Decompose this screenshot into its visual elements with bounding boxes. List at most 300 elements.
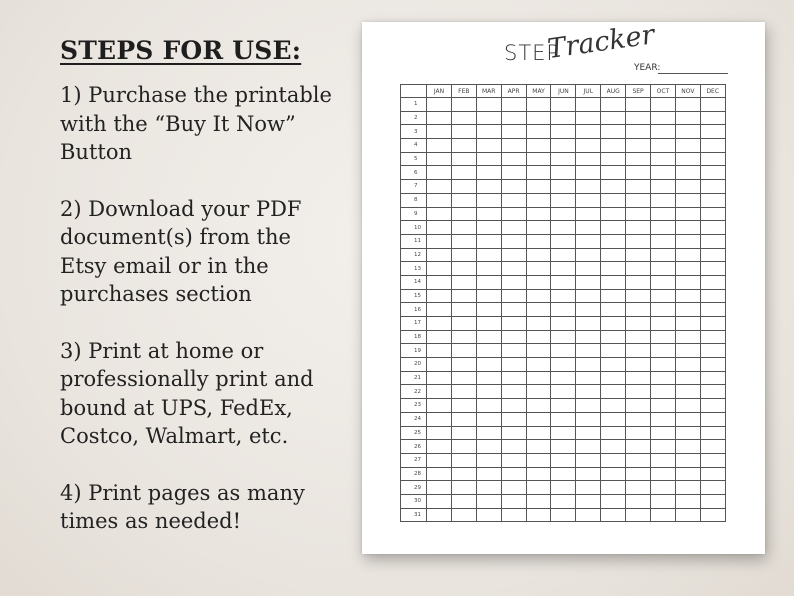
- step-entry-cell: [700, 371, 725, 385]
- table-row: [401, 152, 726, 166]
- step-entry-cell: [601, 98, 626, 112]
- step-entry-cell: [601, 262, 626, 276]
- day-label: 25: [401, 426, 427, 440]
- step-entry-cell: [427, 193, 452, 207]
- step-entry-cell: [476, 344, 501, 358]
- step-entry-cell: [551, 248, 576, 262]
- step-entry-cell: [451, 207, 476, 221]
- step-entry-cell: [427, 412, 452, 426]
- step-entry-cell: [501, 207, 526, 221]
- step-entry-cell: [501, 98, 526, 112]
- step-entry-cell: [476, 248, 501, 262]
- step-entry-cell: [675, 248, 700, 262]
- day-label: 21: [401, 371, 427, 385]
- step-entry-cell: [700, 207, 725, 221]
- step-entry-cell: [501, 111, 526, 125]
- day-label: 11: [401, 234, 427, 248]
- step-entry-cell: [675, 207, 700, 221]
- step-entry-cell: [601, 221, 626, 235]
- step-entry-cell: [551, 330, 576, 344]
- step-entry-cell: [601, 371, 626, 385]
- table-row: [401, 453, 726, 467]
- step-entry-cell: [576, 193, 601, 207]
- step-entry-cell: [501, 426, 526, 440]
- day-label: 30: [401, 494, 427, 508]
- step-entry-cell: [651, 494, 676, 508]
- table-row: [401, 125, 726, 139]
- step-entry-cell: [576, 426, 601, 440]
- step-entry-cell: [451, 111, 476, 125]
- step-entry-cell: [501, 399, 526, 413]
- step-entry-cell: [651, 412, 676, 426]
- step-entry-cell: [551, 221, 576, 235]
- step-entry-cell: [626, 385, 651, 399]
- step-entry-cell: [427, 426, 452, 440]
- table-row: [401, 358, 726, 372]
- step-entry-cell: [427, 317, 452, 331]
- step-entry-cell: [651, 193, 676, 207]
- step-entry-cell: [576, 275, 601, 289]
- step-entry-cell: [626, 399, 651, 413]
- step-entry-cell: [601, 330, 626, 344]
- table-row: [401, 234, 726, 248]
- month-header-sep: SEP: [626, 85, 651, 98]
- step-entry-cell: [626, 139, 651, 153]
- step-entry-cell: [626, 275, 651, 289]
- day-label: 27: [401, 453, 427, 467]
- step-entry-cell: [626, 467, 651, 481]
- step-3: 3) Print at home or professionally print and bound at UPS, FedEx, Costco, Walmart, etc.: [60, 338, 314, 448]
- corner-cell: [401, 85, 427, 98]
- step-entry-cell: [651, 262, 676, 276]
- month-header-apr: APR: [501, 85, 526, 98]
- step-entry-cell: [700, 344, 725, 358]
- step-entry-cell: [551, 385, 576, 399]
- step-entry-cell: [501, 275, 526, 289]
- step-entry-cell: [451, 385, 476, 399]
- step-entry-cell: [501, 412, 526, 426]
- step-entry-cell: [427, 453, 452, 467]
- step-entry-cell: [526, 262, 551, 276]
- step-entry-cell: [451, 289, 476, 303]
- step-entry-cell: [451, 330, 476, 344]
- step-entry-cell: [576, 98, 601, 112]
- step-entry-cell: [551, 371, 576, 385]
- step-entry-cell: [501, 494, 526, 508]
- step-entry-cell: [700, 166, 725, 180]
- step-entry-cell: [427, 289, 452, 303]
- step-entry-cell: [526, 193, 551, 207]
- step-entry-cell: [626, 453, 651, 467]
- step-entry-cell: [451, 221, 476, 235]
- step-entry-cell: [576, 412, 601, 426]
- table-row: [401, 467, 726, 481]
- step-entry-cell: [551, 494, 576, 508]
- step-entry-cell: [576, 344, 601, 358]
- step-entry-cell: [651, 344, 676, 358]
- table-row: [401, 221, 726, 235]
- step-entry-cell: [700, 248, 725, 262]
- step-entry-cell: [526, 385, 551, 399]
- step-entry-cell: [675, 275, 700, 289]
- step-entry-cell: [601, 275, 626, 289]
- step-entry-cell: [476, 303, 501, 317]
- step-entry-cell: [551, 399, 576, 413]
- step-entry-cell: [651, 481, 676, 495]
- table-row: [401, 139, 726, 153]
- step-entry-cell: [501, 467, 526, 481]
- step-entry-cell: [651, 426, 676, 440]
- step-entry-cell: [451, 139, 476, 153]
- step-entry-cell: [501, 481, 526, 495]
- step-entry-cell: [651, 166, 676, 180]
- step-entry-cell: [526, 440, 551, 454]
- month-header-jan: JAN: [427, 85, 452, 98]
- table-row: [401, 317, 726, 331]
- step-entry-cell: [451, 125, 476, 139]
- step-entry-cell: [476, 166, 501, 180]
- step-entry-cell: [576, 453, 601, 467]
- step-entry-cell: [501, 385, 526, 399]
- step-entry-cell: [501, 289, 526, 303]
- step-entry-cell: [700, 440, 725, 454]
- step-entry-cell: [675, 494, 700, 508]
- step-entry-cell: [651, 330, 676, 344]
- step-entry-cell: [601, 453, 626, 467]
- step-entry-cell: [651, 248, 676, 262]
- day-label: 24: [401, 412, 427, 426]
- table-row: [401, 303, 726, 317]
- step-entry-cell: [476, 494, 501, 508]
- step-entry-cell: [651, 440, 676, 454]
- step-entry-cell: [626, 358, 651, 372]
- step-entry-cell: [651, 467, 676, 481]
- step-entry-cell: [526, 330, 551, 344]
- step-entry-cell: [601, 180, 626, 194]
- step-entry-cell: [526, 481, 551, 495]
- step-entry-cell: [427, 275, 452, 289]
- step-entry-cell: [601, 508, 626, 522]
- step-entry-cell: [476, 221, 501, 235]
- step-entry-cell: [427, 303, 452, 317]
- step-entry-cell: [675, 98, 700, 112]
- step-entry-cell: [476, 412, 501, 426]
- day-label: 18: [401, 330, 427, 344]
- step-entry-cell: [675, 125, 700, 139]
- step-entry-cell: [501, 330, 526, 344]
- step-entry-cell: [651, 371, 676, 385]
- step-entry-cell: [427, 180, 452, 194]
- step-entry-cell: [651, 125, 676, 139]
- step-entry-cell: [700, 481, 725, 495]
- step-entry-cell: [476, 125, 501, 139]
- step-entry-cell: [501, 166, 526, 180]
- step-entry-cell: [626, 166, 651, 180]
- step-entry-cell: [501, 180, 526, 194]
- step-entry-cell: [651, 207, 676, 221]
- step-entry-cell: [451, 467, 476, 481]
- step-entry-cell: [626, 426, 651, 440]
- day-label: 13: [401, 262, 427, 276]
- step-entry-cell: [700, 289, 725, 303]
- step-entry-cell: [675, 330, 700, 344]
- step-entry-cell: [501, 303, 526, 317]
- step-entry-cell: [576, 248, 601, 262]
- day-label: 10: [401, 221, 427, 235]
- step-entry-cell: [626, 412, 651, 426]
- step-entry-cell: [675, 358, 700, 372]
- step-entry-cell: [601, 234, 626, 248]
- step-entry-cell: [526, 125, 551, 139]
- step-entry-cell: [451, 412, 476, 426]
- step-entry-cell: [451, 399, 476, 413]
- day-label: 7: [401, 180, 427, 194]
- step-entry-cell: [476, 289, 501, 303]
- step-entry-cell: [700, 467, 725, 481]
- step-entry-cell: [626, 98, 651, 112]
- step-entry-cell: [675, 453, 700, 467]
- step-entry-cell: [526, 234, 551, 248]
- step-entry-cell: [601, 494, 626, 508]
- table-row: [401, 385, 726, 399]
- step-entry-cell: [551, 193, 576, 207]
- step-entry-cell: [675, 111, 700, 125]
- step-entry-cell: [626, 248, 651, 262]
- step-entry-cell: [526, 207, 551, 221]
- month-header-mar: MAR: [476, 85, 501, 98]
- title-step: STEP: [504, 41, 561, 65]
- step-entry-cell: [476, 98, 501, 112]
- step-entry-cell: [576, 330, 601, 344]
- step-entry-cell: [526, 508, 551, 522]
- step-entry-cell: [501, 152, 526, 166]
- step-entry-cell: [576, 371, 601, 385]
- step-entry-cell: [551, 289, 576, 303]
- step-entry-cell: [700, 358, 725, 372]
- step-entry-cell: [651, 508, 676, 522]
- step-entry-cell: [601, 303, 626, 317]
- day-label: 2: [401, 111, 427, 125]
- step-entry-cell: [526, 371, 551, 385]
- step-entry-cell: [451, 426, 476, 440]
- step-entry-cell: [700, 399, 725, 413]
- step-entry-cell: [476, 330, 501, 344]
- step-entry-cell: [651, 139, 676, 153]
- step-entry-cell: [427, 467, 452, 481]
- month-header-oct: OCT: [651, 85, 676, 98]
- step-entry-cell: [526, 139, 551, 153]
- tracker-grid: [400, 84, 726, 522]
- step-entry-cell: [476, 139, 501, 153]
- step-entry-cell: [476, 358, 501, 372]
- step-entry-cell: [675, 262, 700, 276]
- step-entry-cell: [700, 508, 725, 522]
- day-label: 6: [401, 166, 427, 180]
- step-entry-cell: [601, 358, 626, 372]
- step-entry-cell: [700, 221, 725, 235]
- step-entry-cell: [551, 508, 576, 522]
- step-entry-cell: [576, 440, 601, 454]
- step-entry-cell: [427, 371, 452, 385]
- step-entry-cell: [501, 139, 526, 153]
- step-entry-cell: [476, 399, 501, 413]
- step-entry-cell: [451, 180, 476, 194]
- step-entry-cell: [601, 481, 626, 495]
- step-entry-cell: [451, 440, 476, 454]
- step-entry-cell: [651, 152, 676, 166]
- step-entry-cell: [601, 426, 626, 440]
- step-entry-cell: [576, 317, 601, 331]
- step-entry-cell: [626, 317, 651, 331]
- step-entry-cell: [675, 371, 700, 385]
- step-2: 2) Download your PDF document(s) from the Etsy email or in the purchases section: [60, 196, 302, 306]
- table-row: [401, 166, 726, 180]
- step-entry-cell: [700, 152, 725, 166]
- step-entry-cell: [576, 152, 601, 166]
- step-entry-cell: [427, 98, 452, 112]
- month-header-feb: FEB: [451, 85, 476, 98]
- step-entry-cell: [700, 234, 725, 248]
- table-row: [401, 180, 726, 194]
- step-entry-cell: [601, 385, 626, 399]
- step-entry-cell: [576, 358, 601, 372]
- step-entry-cell: [601, 193, 626, 207]
- step-entry-cell: [626, 262, 651, 276]
- step-entry-cell: [427, 221, 452, 235]
- step-entry-cell: [526, 494, 551, 508]
- table-row: [401, 440, 726, 454]
- step-entry-cell: [501, 248, 526, 262]
- table-row: [401, 371, 726, 385]
- step-entry-cell: [601, 248, 626, 262]
- month-header-row: [401, 85, 726, 98]
- day-label: 8: [401, 193, 427, 207]
- step-entry-cell: [476, 317, 501, 331]
- step-entry-cell: [576, 234, 601, 248]
- step-entry-cell: [551, 440, 576, 454]
- step-entry-cell: [476, 207, 501, 221]
- step-entry-cell: [576, 125, 601, 139]
- step-entry-cell: [427, 440, 452, 454]
- step-entry-cell: [427, 234, 452, 248]
- step-entry-cell: [551, 412, 576, 426]
- instructions-panel: [60, 36, 340, 564]
- step-entry-cell: [476, 193, 501, 207]
- step-entry-cell: [675, 344, 700, 358]
- step-entry-cell: [501, 234, 526, 248]
- step-entry-cell: [651, 111, 676, 125]
- step-entry-cell: [651, 289, 676, 303]
- step-entry-cell: [427, 330, 452, 344]
- step-entry-cell: [601, 166, 626, 180]
- step-entry-cell: [526, 221, 551, 235]
- step-entry-cell: [526, 152, 551, 166]
- step-entry-cell: [427, 494, 452, 508]
- day-label: 22: [401, 385, 427, 399]
- step-entry-cell: [551, 139, 576, 153]
- step-entry-cell: [551, 166, 576, 180]
- step-entry-cell: [451, 193, 476, 207]
- step-entry-cell: [601, 344, 626, 358]
- step-entry-cell: [700, 275, 725, 289]
- step-entry-cell: [576, 467, 601, 481]
- table-row: [401, 494, 726, 508]
- day-label: 3: [401, 125, 427, 139]
- step-entry-cell: [427, 481, 452, 495]
- step-entry-cell: [601, 152, 626, 166]
- step-entry-cell: [427, 152, 452, 166]
- table-row: [401, 248, 726, 262]
- step-entry-cell: [675, 467, 700, 481]
- table-row: [401, 426, 726, 440]
- step-entry-cell: [451, 453, 476, 467]
- step-entry-cell: [626, 481, 651, 495]
- step-entry-cell: [501, 317, 526, 331]
- step-entry-cell: [476, 385, 501, 399]
- instructions-heading: STEPS FOR USE:: [60, 36, 302, 65]
- step-entry-cell: [476, 467, 501, 481]
- step-entry-cell: [651, 180, 676, 194]
- step-entry-cell: [601, 139, 626, 153]
- step-entry-cell: [451, 481, 476, 495]
- step-entry-cell: [427, 248, 452, 262]
- step-entry-cell: [526, 467, 551, 481]
- step-entry-cell: [700, 125, 725, 139]
- step-entry-cell: [551, 125, 576, 139]
- step-entry-cell: [526, 180, 551, 194]
- step-entry-cell: [551, 275, 576, 289]
- step-entry-cell: [576, 303, 601, 317]
- step-entry-cell: [501, 344, 526, 358]
- step-entry-cell: [626, 330, 651, 344]
- table-row: [401, 508, 726, 522]
- step-entry-cell: [476, 426, 501, 440]
- step-entry-cell: [501, 371, 526, 385]
- step-entry-cell: [551, 234, 576, 248]
- table-row: [401, 207, 726, 221]
- step-entry-cell: [551, 207, 576, 221]
- step-entry-cell: [626, 303, 651, 317]
- step-1: 1) Purchase the printable with the “Buy It Now” Button: [60, 83, 332, 164]
- step-entry-cell: [626, 508, 651, 522]
- step-entry-cell: [551, 262, 576, 276]
- day-rows: [401, 98, 726, 522]
- day-label: 26: [401, 440, 427, 454]
- table-row: [401, 481, 726, 495]
- step-entry-cell: [451, 358, 476, 372]
- step-entry-cell: [476, 111, 501, 125]
- step-entry-cell: [551, 98, 576, 112]
- step-entry-cell: [501, 221, 526, 235]
- step-entry-cell: [526, 453, 551, 467]
- step-entry-cell: [675, 303, 700, 317]
- table-row: [401, 111, 726, 125]
- step-entry-cell: [700, 193, 725, 207]
- step-entry-cell: [651, 358, 676, 372]
- step-entry-cell: [501, 193, 526, 207]
- day-label: 20: [401, 358, 427, 372]
- step-entry-cell: [651, 234, 676, 248]
- step-entry-cell: [651, 317, 676, 331]
- step-entry-cell: [526, 303, 551, 317]
- step-entry-cell: [551, 303, 576, 317]
- step-entry-cell: [675, 193, 700, 207]
- step-entry-cell: [651, 303, 676, 317]
- step-entry-cell: [601, 125, 626, 139]
- step-entry-cell: [526, 248, 551, 262]
- step-4: 4) Print pages as many times as needed!: [60, 480, 305, 533]
- step-entry-cell: [626, 371, 651, 385]
